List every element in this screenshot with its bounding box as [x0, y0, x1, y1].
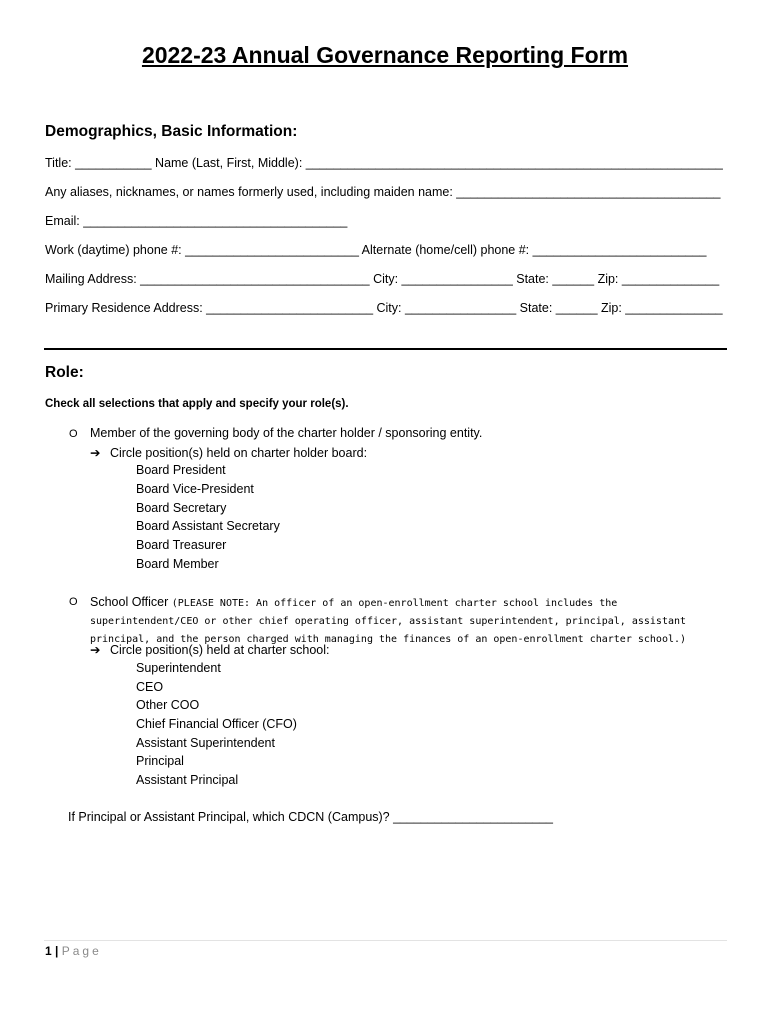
officer-position-ceo[interactable]: CEO [136, 680, 164, 694]
board-position-member[interactable]: Board Member [136, 557, 219, 571]
board-option-label: Member of the governing body of the charter holder / sponsoring entity. [90, 426, 483, 440]
cdcn-campus-field[interactable]: If Principal or Assistant Principal, which CDCN (Campus)? _______________________ [68, 810, 553, 824]
demographics-heading: Demographics, Basic Information: [45, 123, 298, 140]
officer-option-text [90, 594, 730, 648]
form-title: 2022-23 Annual Governance Reporting Form [141, 42, 629, 68]
arrow-icon: ➔ [90, 643, 101, 657]
role-heading: Role: [45, 364, 84, 381]
footer-divider [44, 940, 727, 941]
email-field[interactable]: Email: ______________________________________ [45, 214, 348, 228]
officer-position-other-coo[interactable]: Other COO [136, 698, 200, 712]
title-name-field[interactable]: Title: ___________ Name (Last, First, Middle): ____________________________________________________________ [45, 156, 723, 170]
role-instruction: Check all selections that apply and specify your role(s). [45, 398, 349, 410]
board-position-president[interactable]: Board President [136, 463, 226, 477]
page-number: 1 [45, 944, 52, 958]
officer-position-cfo[interactable]: Chief Financial Officer (CFO) [136, 717, 297, 731]
page-label: Page [61, 944, 102, 958]
officer-position-superintendent[interactable]: Superintendent [136, 661, 221, 675]
section-divider [44, 348, 727, 350]
board-sub-label [90, 445, 367, 460]
residence-address-fields[interactable]: Primary Residence Address: ________________________ City: ________________ State: ______ Zip: ______________ [45, 301, 723, 315]
aliases-field[interactable]: Any aliases, nicknames, or names formerly used, including maiden name: ______________________________________ [45, 185, 721, 199]
arrow-icon: ➔ [90, 446, 101, 460]
officer-note: (PLEASE NOTE: An officer of an open-enrollment charter school includes the superintendent/CEO or other chief operating officer, assistant superintendent, principal, assistant principal, and the person charged with managing the finances of an open-enrollment charter school.) [90, 598, 687, 645]
officer-position-assistant-principal[interactable]: Assistant Principal [136, 773, 239, 787]
officer-option-checkbox[interactable]: O [69, 596, 78, 608]
board-position-treasurer[interactable]: Board Treasurer [136, 538, 227, 552]
officer-sub-label [90, 642, 330, 657]
phone-fields[interactable]: Work (daytime) phone #: _________________________ Alternate (home/cell) phone #: _________________________ [45, 243, 707, 257]
officer-sub-label-text: Circle position(s) held at charter school: [109, 643, 330, 657]
page-separator: | [55, 944, 59, 958]
board-position-assistant-secretary[interactable]: Board Assistant Secretary [136, 519, 280, 533]
officer-option-label: School Officer [90, 595, 169, 609]
officer-position-assistant-superintendent[interactable]: Assistant Superintendent [136, 736, 275, 750]
officer-position-principal[interactable]: Principal [136, 754, 184, 768]
page-footer [45, 944, 102, 958]
board-sub-label-text: Circle position(s) held on charter holder board: [109, 446, 368, 460]
mailing-address-fields[interactable]: Mailing Address: _________________________________ City: ________________ State: ______ Zip: ______________ [45, 272, 720, 286]
board-position-vice-president[interactable]: Board Vice-President [136, 482, 254, 496]
board-position-secretary[interactable]: Board Secretary [136, 501, 227, 515]
board-option-checkbox[interactable]: O [69, 428, 78, 440]
